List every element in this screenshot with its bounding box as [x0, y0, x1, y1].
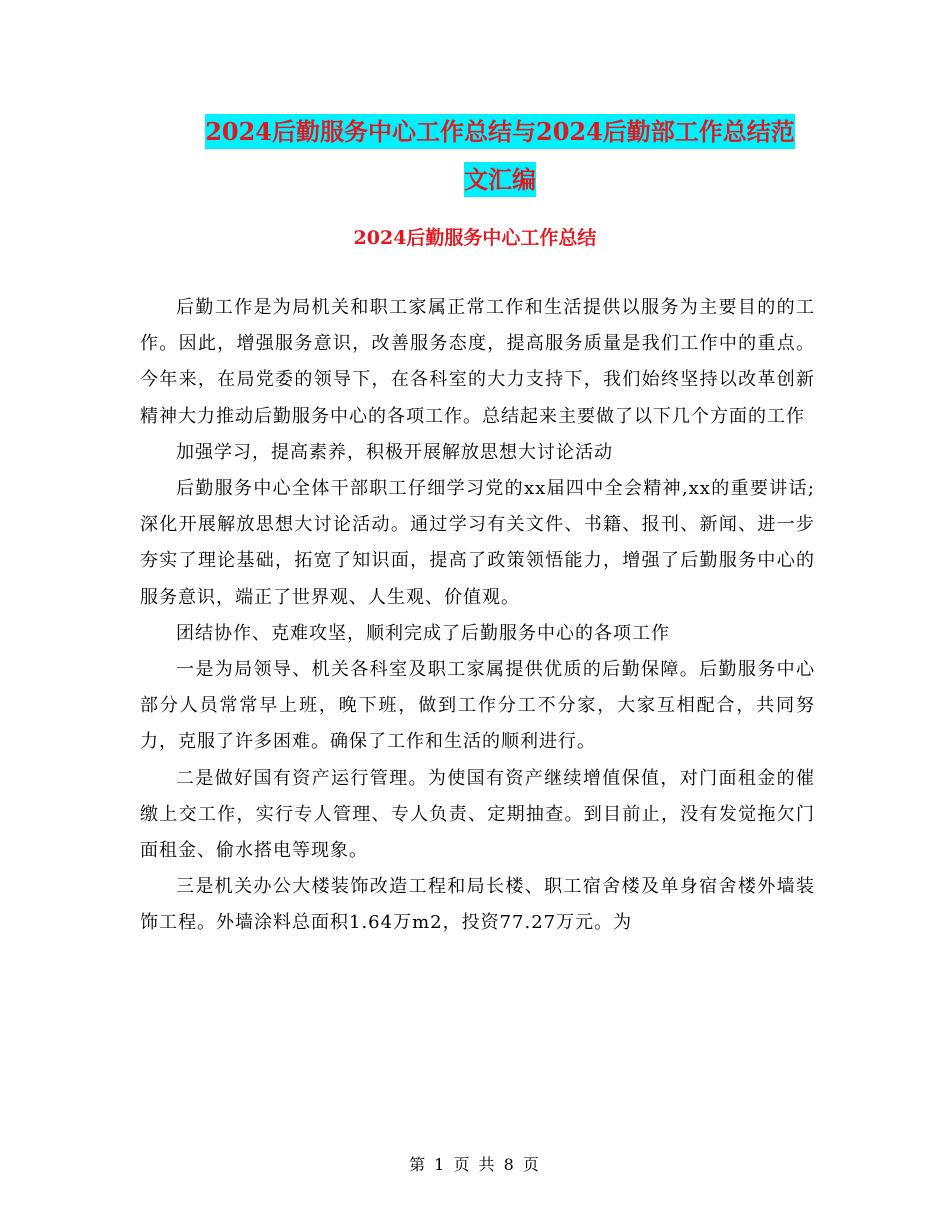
paragraph: 团结协作、克难攻坚，顺利完成了后勤服务中心的各项工作 [176, 622, 670, 644]
paragraph: 后勤服务中心全体干部职工仔细学习党的xx届四中全会精神,xx的重要讲话;深化开展解放思想大讨论活动。通过学习有关文件、书籍、报刊、新闻、进一步夯实了理论基础，拓宽了知识面，提高了政策领悟能力，增强了后勤服务中心的服务意识，端正了世界观、人生观、价值观。 [140, 478, 815, 608]
paragraph: 二是做好国有资产运行管理。为使国有资产继续增值保值，对门面租金的催缴上交工作，实行专人管理、专人负责、定期抽查。到目前止，没有发觉拖欠门面租金、偷水搭电等现象。 [140, 767, 815, 862]
document-body [140, 290, 815, 942]
paragraph: 一是为局领导、机关各科室及职工家属提供优质的后勤保障。后勤服务中心部分人员常常早上班，晚下班，做到工作分工不分家，大家互相配合，共同努力，克服了许多困难。确保了工作和生活的顺利进行。 [140, 659, 815, 753]
document-title [140, 108, 860, 204]
page-number-footer: 第 1 页 共 8 页 [409, 1155, 541, 1174]
document-title-line-2: 文汇编 [464, 162, 536, 197]
paragraph: 加强学习，提高素养，积极开展解放思想大讨论活动 [176, 441, 613, 463]
paragraph: 三是机关办公大楼装饰改造工程和局长楼、职工宿舍楼及单身宿舍楼外墙装饰工程。外墙涂料总面积1.64万m2，投资77.27万元。为 [140, 876, 815, 934]
document-title-line-1: 2024后勤服务中心工作总结与2024后勤部工作总结范 [205, 114, 795, 149]
section-title: 2024后勤服务中心工作总结 [353, 227, 597, 249]
paragraph: 后勤工作是为局机关和职工家属正常工作和生活提供以服务为主要目的的工作。因此，增强服务意识，改善服务态度，提高服务质量是我们工作中的重点。今年来，在局党委的领导下，在各科室的大力支持下，我们始终坚持以改革创新精神大力推动后勤服务中心的各项工作。总结起来主要做了以下几个方面的工作 [140, 297, 815, 427]
